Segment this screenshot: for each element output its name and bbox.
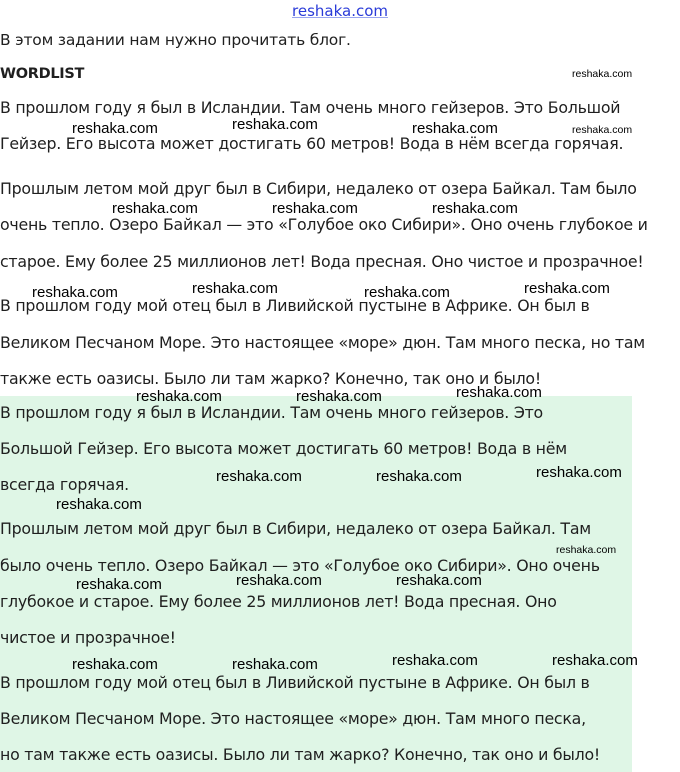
text-line: чистое и прозрачное!: [0, 628, 176, 647]
watermark: reshaka.com: [232, 656, 318, 673]
watermark: reshaka.com: [76, 576, 162, 593]
watermark: reshaka.com: [456, 384, 542, 401]
watermark: reshaka.com: [272, 200, 358, 217]
text-line: В прошлом году я был в Исландии. Там очень много гейзеров. Это Большой: [0, 98, 621, 117]
text-line: Великом Песчаном Море. Это настоящее «море» дюн. Там много песка, но там: [0, 333, 645, 352]
watermark: reshaka.com: [192, 280, 278, 297]
watermark: reshaka.com: [396, 572, 482, 589]
watermark: reshaka.com: [32, 284, 118, 301]
watermark: reshaka.com: [432, 200, 518, 217]
watermark: reshaka.com: [376, 468, 462, 485]
text-line: старое. Ему более 25 миллионов лет! Вода пресная. Оно чистое и прозрачное!: [0, 252, 644, 271]
text-line: Великом Песчаном Море. Это настоящее «море» дюн. Там много песка,: [0, 709, 586, 728]
watermark: reshaka.com: [572, 124, 633, 136]
wordlist-heading: WORDLIST: [0, 66, 85, 82]
text-line: В прошлом году я был в Исландии. Там очень много гейзеров. Это: [0, 403, 543, 422]
watermark: reshaka.com: [72, 656, 158, 673]
intro-text: В этом задании нам нужно прочитать блог.: [0, 31, 351, 49]
site-header-link[interactable]: reshaka.com: [292, 2, 388, 20]
watermark: reshaka.com: [56, 496, 142, 513]
watermark: reshaka.com: [572, 68, 633, 80]
text-line: Большой Гейзер. Его высота может достигать 60 метров! Вода в нём: [0, 439, 567, 458]
text-line: Гейзер. Его высота может достигать 60 метров! Вода в нём всегда горячая.: [0, 134, 624, 153]
text-line: было очень тепло. Озеро Байкал — это «Голубое око Сибири». Оно очень: [0, 556, 600, 575]
watermark: reshaka.com: [552, 652, 638, 669]
watermark: reshaka.com: [136, 388, 222, 405]
text-line: В прошлом году мой отец был в Ливийской пустыне в Африке. Он был в: [0, 296, 590, 315]
text-line: также есть оазисы. Было ли там жарко? Конечно, так оно и было!: [0, 369, 541, 388]
watermark: reshaka.com: [536, 464, 622, 481]
watermark: reshaka.com: [72, 120, 158, 137]
text-line: В прошлом году мой отец был в Ливийской пустыне в Африке. Он был в: [0, 673, 590, 692]
text-line: всегда горячая.: [0, 475, 129, 494]
watermark: reshaka.com: [112, 200, 198, 217]
watermark: reshaka.com: [216, 468, 302, 485]
watermark: reshaka.com: [232, 116, 318, 133]
text-line: Прошлым летом мой друг был в Сибири, недалеко от озера Байкал. Там было: [0, 179, 637, 198]
text-line: глубокое и старое. Ему более 25 миллионов лет! Вода пресная. Оно: [0, 592, 557, 611]
text-line: очень тепло. Озеро Байкал — это «Голубое око Сибири». Оно очень глубокое и: [0, 215, 648, 234]
watermark: reshaka.com: [524, 280, 610, 297]
watermark: reshaka.com: [392, 652, 478, 669]
text-line: но там также есть оазисы. Было ли там жарко? Конечно, так оно и было!: [0, 745, 600, 764]
watermark: reshaka.com: [412, 120, 498, 137]
watermark: reshaka.com: [364, 284, 450, 301]
watermark: reshaka.com: [556, 544, 617, 556]
text-line: Прошлым летом мой друг был в Сибири, недалеко от озера Байкал. Там: [0, 519, 591, 538]
watermark: reshaka.com: [236, 572, 322, 589]
watermark: reshaka.com: [296, 388, 382, 405]
